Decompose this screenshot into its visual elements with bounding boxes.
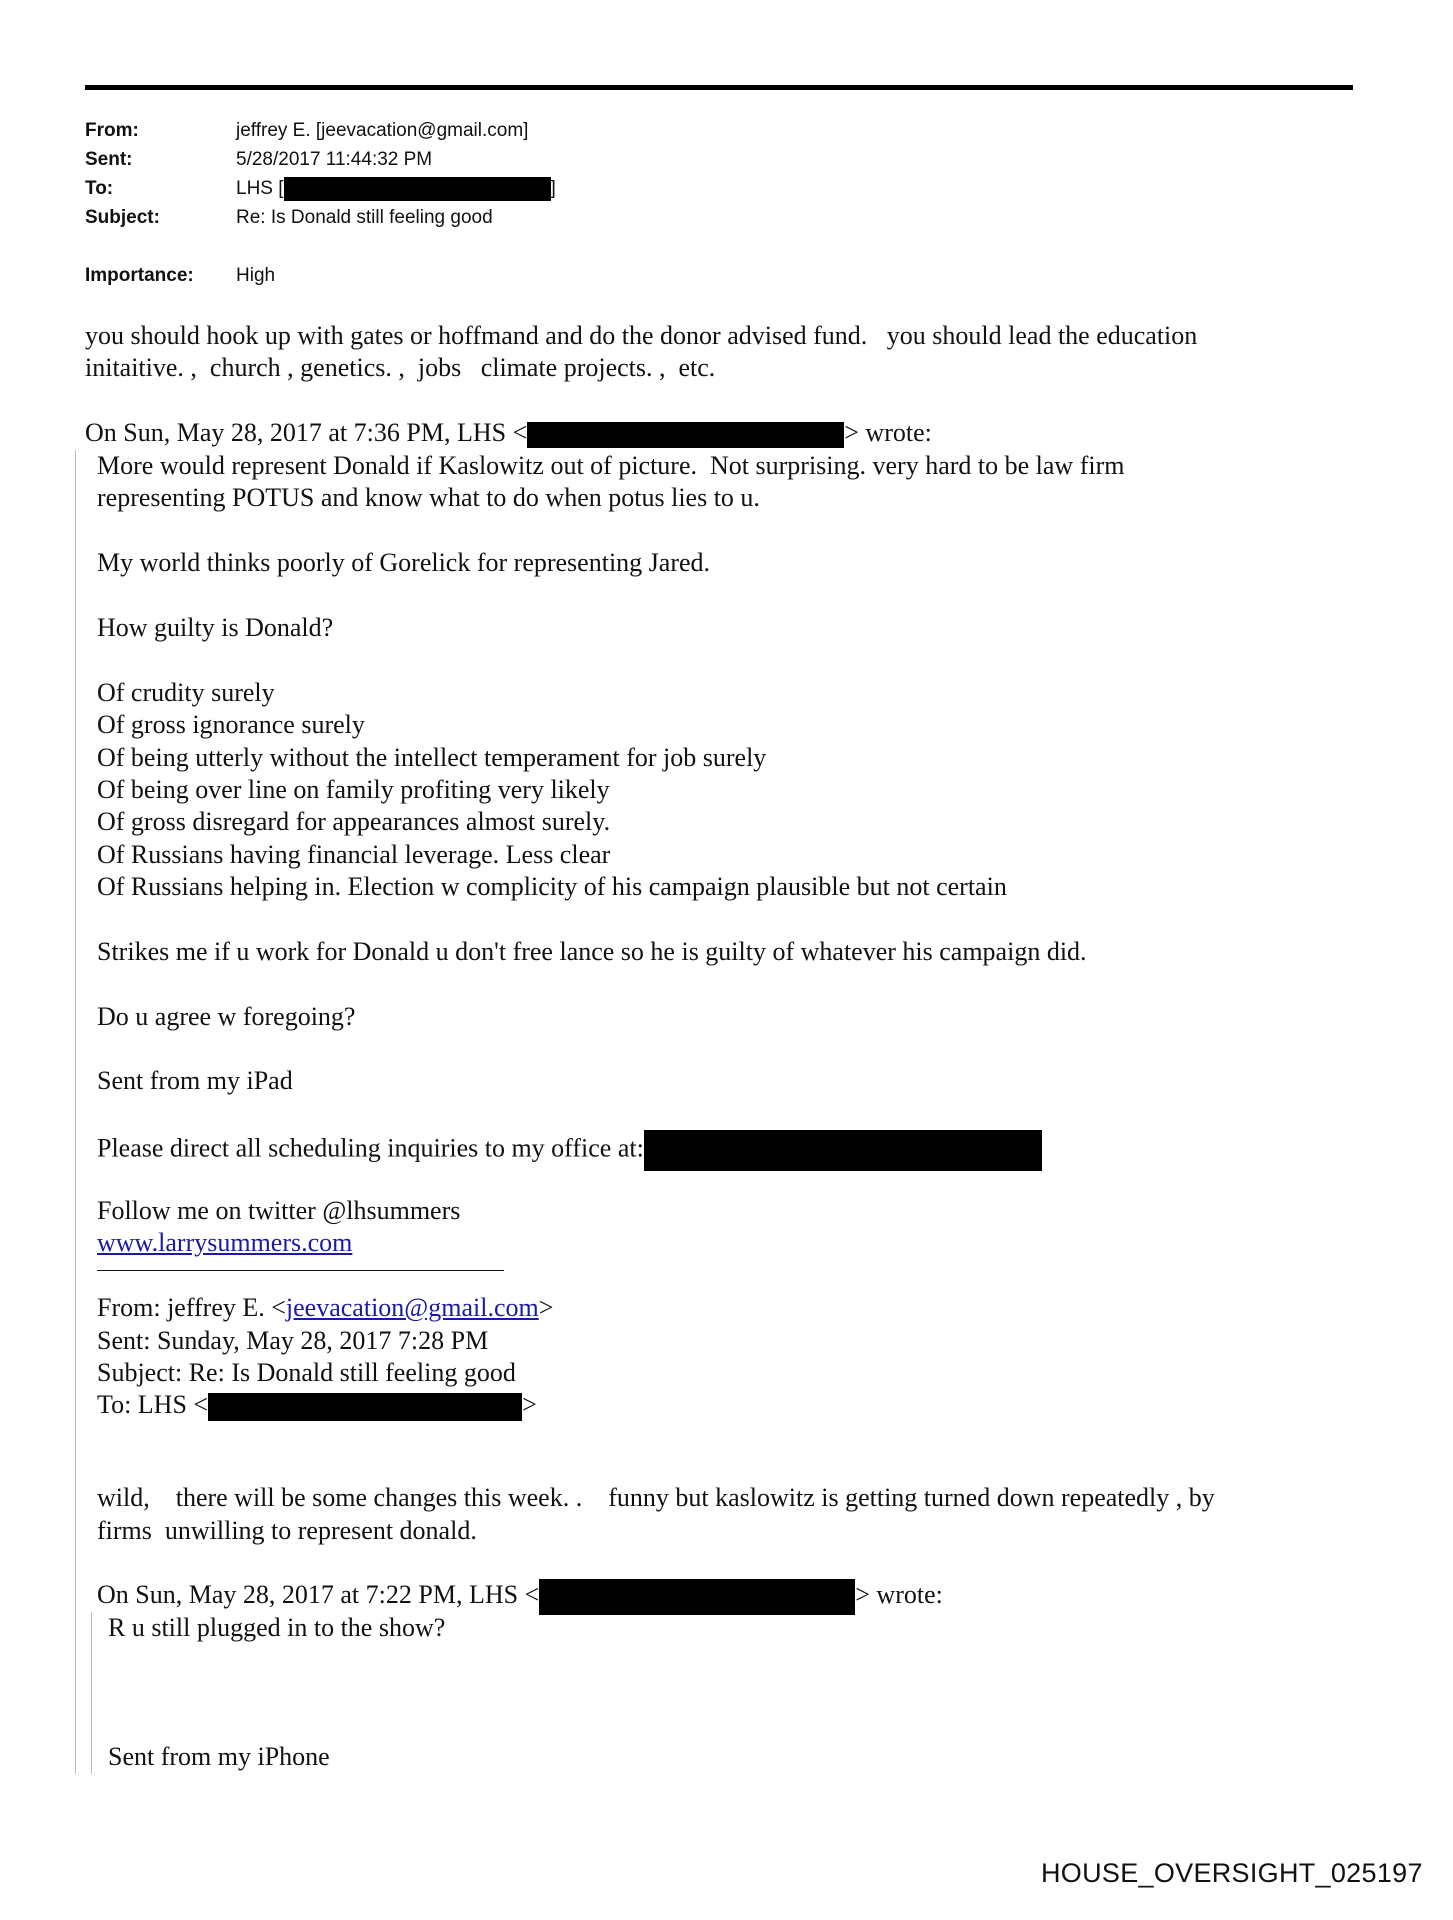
- nested-quote: R u still plugged in to the show? Sent from my iPhone: [91, 1612, 1397, 1774]
- bates-number: HOUSE_OVERSIGHT_025197: [1041, 1858, 1423, 1888]
- header-sent: Sent: 5/28/2017 11:44:32 PM: [85, 149, 433, 170]
- fwd-from: From: jeffrey E. <jeevacation@gmail.com>: [97, 1293, 554, 1323]
- separator: [97, 1270, 504, 1271]
- quote-line: Of gross disregard for appearances almost surely.: [97, 807, 611, 837]
- quote-line: Sent from my iPad: [97, 1066, 293, 1096]
- email-link[interactable]: jeevacation@gmail.com: [285, 1293, 539, 1323]
- quote-line: Of Russians helping in. Election w complicity of his campaign plausible but not certain: [97, 872, 1007, 902]
- quote-line: [97, 580, 1397, 612]
- quote-line: [97, 903, 1397, 935]
- message-body: you should hook up with gates or hoffmand and do the donor advised fund. you should lead the education initaitive. , church , genetics. , jobs climate projects. , etc. On Sun, May 28, 2017 at 7:36 PM, LHS < > wrote:: [85, 320, 1197, 450]
- quote-intro: On Sun, May 28, 2017 at 7:36 PM, LHS < > wrote:: [85, 418, 932, 448]
- quote-line: [97, 644, 1397, 676]
- quote-line: Do u agree w foregoing?: [97, 1001, 356, 1031]
- quote-line: [97, 1033, 1397, 1065]
- quote-line: [97, 1098, 1397, 1130]
- quote-line: Of Russians having financial leverage. Less clear: [97, 839, 611, 869]
- scheduling-line: Please direct all scheduling inquiries to my office at:: [97, 1130, 1397, 1162]
- redaction: [208, 1393, 522, 1421]
- quote-line: [97, 968, 1397, 1000]
- quote-line: [97, 515, 1397, 547]
- redaction: [284, 177, 551, 201]
- redaction: [527, 422, 844, 448]
- quote-line: More would represent Donald if Kaslowitz out of picture. Not surprising. very hard to be law firm: [97, 451, 1125, 480]
- website-link[interactable]: www.larrysummers.com: [97, 1228, 353, 1258]
- header-subject: Subject: Re: Is Donald still feeling good: [85, 207, 493, 228]
- redaction: [539, 1579, 855, 1615]
- quoted-message: More would represent Donald if Kaslowitz out of picture. Not surprising. very hard to be law firm representing POTUS and know what to do when potus lies to u. My world thinks poorly of Gorelick for representing Jared. How guilty is Donald? Of crudity surely Of gross ignorance surely Of being utterly without the intellect temperament for job surely Of being over line on family profiting very likely Of gross disregard for appearances almost surely. Of Russians having financial leverage. Less clear Of Russians helping in. Election w complicity of his campaign plausible but not certain Strikes me if u work for Donald u don't free lance so he is guilty of whatever his campaign did. Do u agree w foregoing? Sent from my iPad Please direct all scheduling inquiries to my office at: Follow me on twitter @lhsummers www.larrysummers.com From: jeffrey E. <jeevacation@gmail.com> Sent: Sunday, May 28, 2017 7:28 PM Subject: Re: Is Donald still feeling good To: LHS < > wild, there will be some changes this week. . funny but kaslowitz is getting turned down repeatedly , by firms unwilling to represent donald. On Sun, May 28, 2017 at 7:22 PM, LHS < > wrote: R u still plugged in to the show? Sent from my iPhone: [75, 450, 1397, 1774]
- quote-line: Of being utterly without the intellect temperament for job surely: [97, 742, 767, 772]
- quote-line: representing POTUS and know what to do when potus lies to u.: [97, 483, 760, 513]
- quote-line: Of crudity surely: [97, 677, 275, 707]
- quote-line: Strikes me if u work for Donald u don't free lance so he is guilty of whatever his campaign did.: [97, 936, 1087, 966]
- redaction: [644, 1130, 1042, 1171]
- top-rule: [85, 85, 1353, 90]
- email-header: [85, 116, 556, 290]
- fwd-to: To: LHS < >: [97, 1389, 1397, 1421]
- header-from: From: jeffrey E. [jeevacation@gmail.com]: [85, 120, 529, 141]
- quote-line: My world thinks poorly of Gorelick for representing Jared.: [97, 548, 711, 578]
- quote-intro-2: On Sun, May 28, 2017 at 7:22 PM, LHS < > wrote:: [97, 1579, 1397, 1611]
- quote-line: How guilty is Donald?: [97, 612, 334, 642]
- quote-line: Of being over line on family profiting very likely: [97, 774, 610, 804]
- header-importance: Importance: High: [85, 265, 276, 286]
- header-to: To: LHS [ ]: [85, 178, 556, 199]
- quote-line: Of gross ignorance surely: [97, 710, 365, 740]
